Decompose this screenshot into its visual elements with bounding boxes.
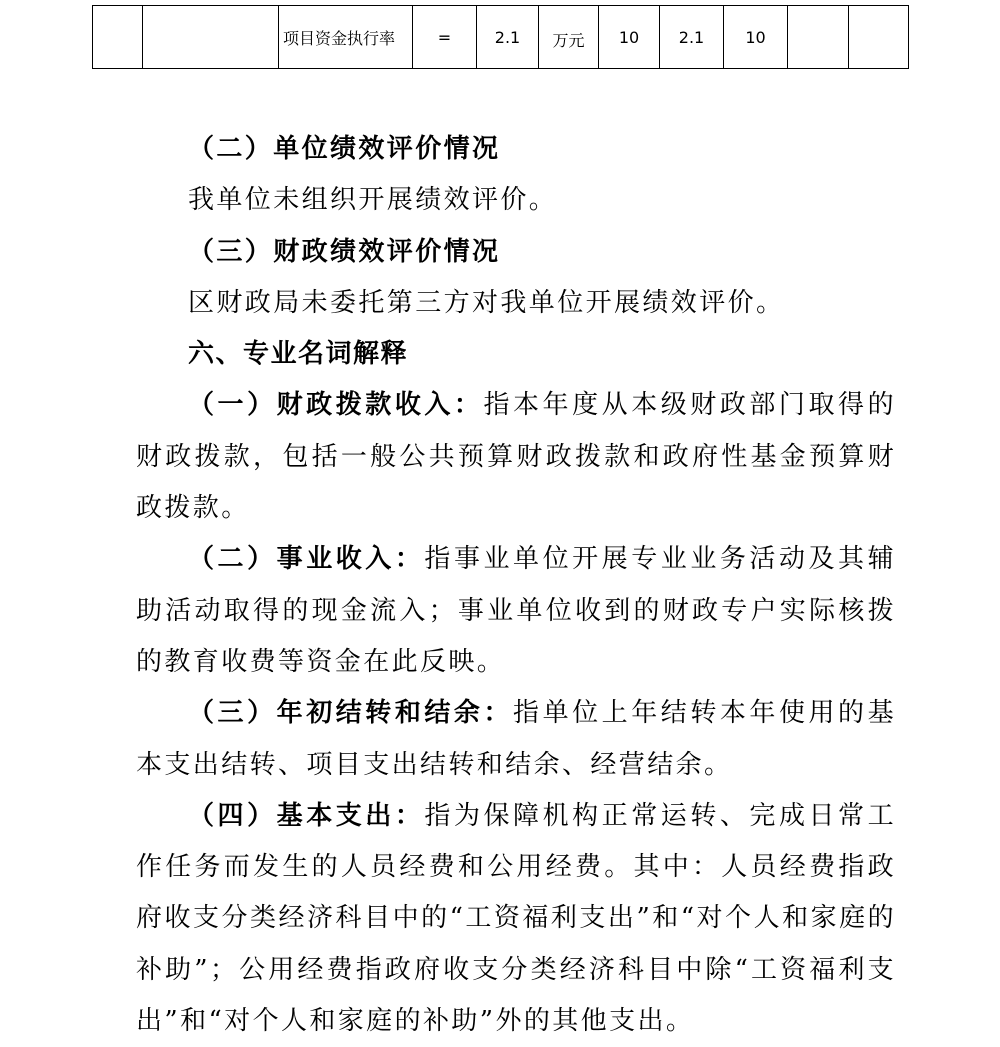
document-body [136,124,896,1047]
actual-value-cell: 2.1 [660,6,724,69]
glossary-heading: 六、专业名词解释 [188,339,409,370]
table-cell-empty [93,6,143,69]
term-label: （二）事业收入： [188,544,425,575]
finance-eval-heading: （三）财政绩效评价情况 [188,236,501,267]
term-label: （三）年初结转和结余： [188,698,514,729]
term-definition: 指本年度从本级财政部门取得的财政拨款，包括一般公共预算财政拨款和政府性基金预算财政拨款。 [136,390,896,524]
unit-cell: 万元 [539,6,599,69]
target-value-cell: 2.1 [477,6,539,69]
score-cell: 10 [724,6,788,69]
term-definition: 指事业单位开展专业业务活动及其辅助活动取得的现金流入；事业单位收到的财政专户实际核拨的教育收费等资金在此反映。 [136,544,897,677]
term-definition: 指单位上年结转本年使用的基本支出结转、项目支出结转和结余、经营结余。 [136,698,897,780]
table-cell-empty [849,6,909,69]
indicator-name-cell: 项目资金执行率 [279,6,413,69]
glossary-term [136,534,896,688]
glossary-term [136,791,896,1047]
term-label: （四）基本支出： [188,800,425,831]
term-label: （一）财政拨款收入： [188,390,484,421]
finance-eval-text: 区财政局未委托第三方对我单位开展绩效评价。 [188,287,785,318]
glossary-term [136,688,896,791]
table-cell-empty [143,6,279,69]
unit-eval-heading: （二）单位绩效评价情况 [188,134,501,164]
unit-eval-text: 我单位未组织开展绩效评价。 [188,185,558,216]
term-definition: 指为保障机构正常运转、完成日常工作任务而发生的人员经费和公用经费。其中：人员经费指政府收支分类经济科目中的“工资福利支出”和“对个人和家庭的补助”；公用经费指政府收支分类经济科目中除“工资福利支出”和“对个人和家庭的补助”外的其他支出。 [136,800,897,1037]
operator-cell: = [413,6,477,69]
glossary-term [136,380,896,534]
table-row [93,6,909,69]
performance-indicator-table [92,5,909,69]
weight-cell: 10 [599,6,660,69]
table-cell-empty [788,6,849,69]
